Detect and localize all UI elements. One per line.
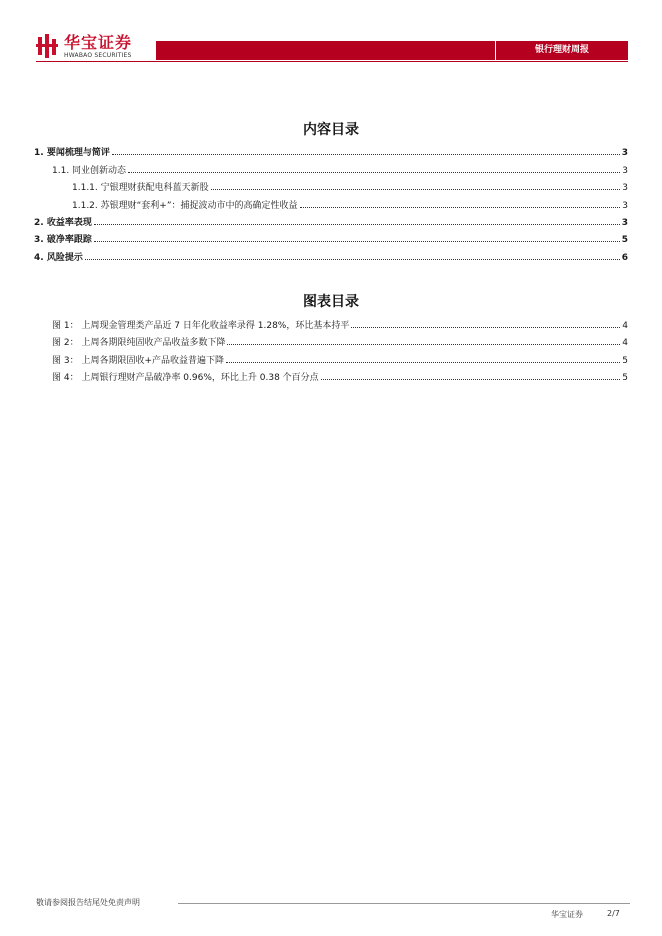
figure-item[interactable] xyxy=(52,318,628,334)
brand-logo xyxy=(36,34,154,60)
toc-leader xyxy=(112,154,620,155)
figure-item-label: 图 4： 上周银行理财产品破净率 0.96%，环比上升 0.38 个百分点 xyxy=(52,373,319,383)
page-number: 2/7 xyxy=(607,909,620,918)
toc-item-page: 3 xyxy=(622,166,628,176)
footer-brand: 华宝证券 xyxy=(551,910,583,919)
toc-leader xyxy=(128,172,620,173)
toc-item-page: 3 xyxy=(621,218,628,228)
toc-item-label: 3. 破净率跟踪 xyxy=(34,235,92,245)
brand-name-en: HWABAO SECURITIES xyxy=(64,52,132,59)
toc-leader xyxy=(321,379,621,380)
header-divider xyxy=(36,61,628,62)
toc-leader xyxy=(85,259,620,260)
figure-item-label: 图 1： 上周现金管理类产品近 7 日年化收益率录得 1.28%，环比基本持平 xyxy=(52,321,350,331)
toc-leader xyxy=(227,344,620,345)
report-type: 银行理财周报 xyxy=(534,45,589,55)
figure-item-page: 5 xyxy=(622,373,628,383)
toc-item[interactable] xyxy=(72,180,628,196)
toc-item-page: 3 xyxy=(621,148,628,158)
toc-leader xyxy=(351,327,620,328)
toc-item[interactable] xyxy=(34,145,628,161)
toc-leader xyxy=(94,224,620,225)
figure-item-page: 4 xyxy=(622,321,628,331)
toc-item[interactable] xyxy=(34,215,628,231)
brand-mark-icon xyxy=(36,34,60,58)
toc-leader xyxy=(300,207,621,208)
header-bar xyxy=(156,41,495,60)
toc-leader xyxy=(226,362,620,363)
report-type-banner xyxy=(496,41,628,60)
figure-item-page: 4 xyxy=(622,338,628,348)
toc-item-page: 3 xyxy=(622,201,628,211)
toc-item-page: 5 xyxy=(621,235,628,245)
figures-title: 图表目录 xyxy=(303,294,359,310)
toc-item[interactable] xyxy=(34,232,628,248)
toc-item[interactable] xyxy=(72,198,628,214)
toc-leader xyxy=(94,241,620,242)
toc-item-label: 2. 收益率表现 xyxy=(34,218,92,228)
toc-item-label: 1.1.2. 苏银理财“套利+”：捕捉波动市中的高确定性收益 xyxy=(72,201,298,211)
toc-item-label: 1.1. 同业创新动态 xyxy=(52,166,127,176)
disclaimer-note: 敬请参阅报告结尾处免责声明 xyxy=(36,898,140,907)
toc-item[interactable] xyxy=(34,250,628,266)
figure-item[interactable] xyxy=(52,335,628,351)
toc-item-label: 1.1.1. 宁银理财获配电科蓝天新股 xyxy=(72,183,209,193)
toc-leader xyxy=(211,189,621,190)
figure-item-page: 5 xyxy=(622,356,628,366)
figure-item-label: 图 2： 上周各期限纯固收产品收益多数下降 xyxy=(52,338,226,348)
footer-divider xyxy=(178,903,630,904)
figure-item[interactable] xyxy=(52,370,628,386)
brand-name-cn: 华宝证券 xyxy=(64,33,133,52)
toc-title: 内容目录 xyxy=(303,122,359,138)
figure-item[interactable] xyxy=(52,353,628,369)
toc-item-label: 4. 风险提示 xyxy=(34,253,83,263)
toc-item[interactable] xyxy=(52,163,628,179)
figure-item-label: 图 3： 上周各期限固收+产品收益普遍下降 xyxy=(52,356,224,366)
toc-item-label: 1. 要闻梳理与简评 xyxy=(34,148,110,158)
toc-item-page: 3 xyxy=(622,183,628,193)
toc-item-page: 6 xyxy=(621,253,628,263)
